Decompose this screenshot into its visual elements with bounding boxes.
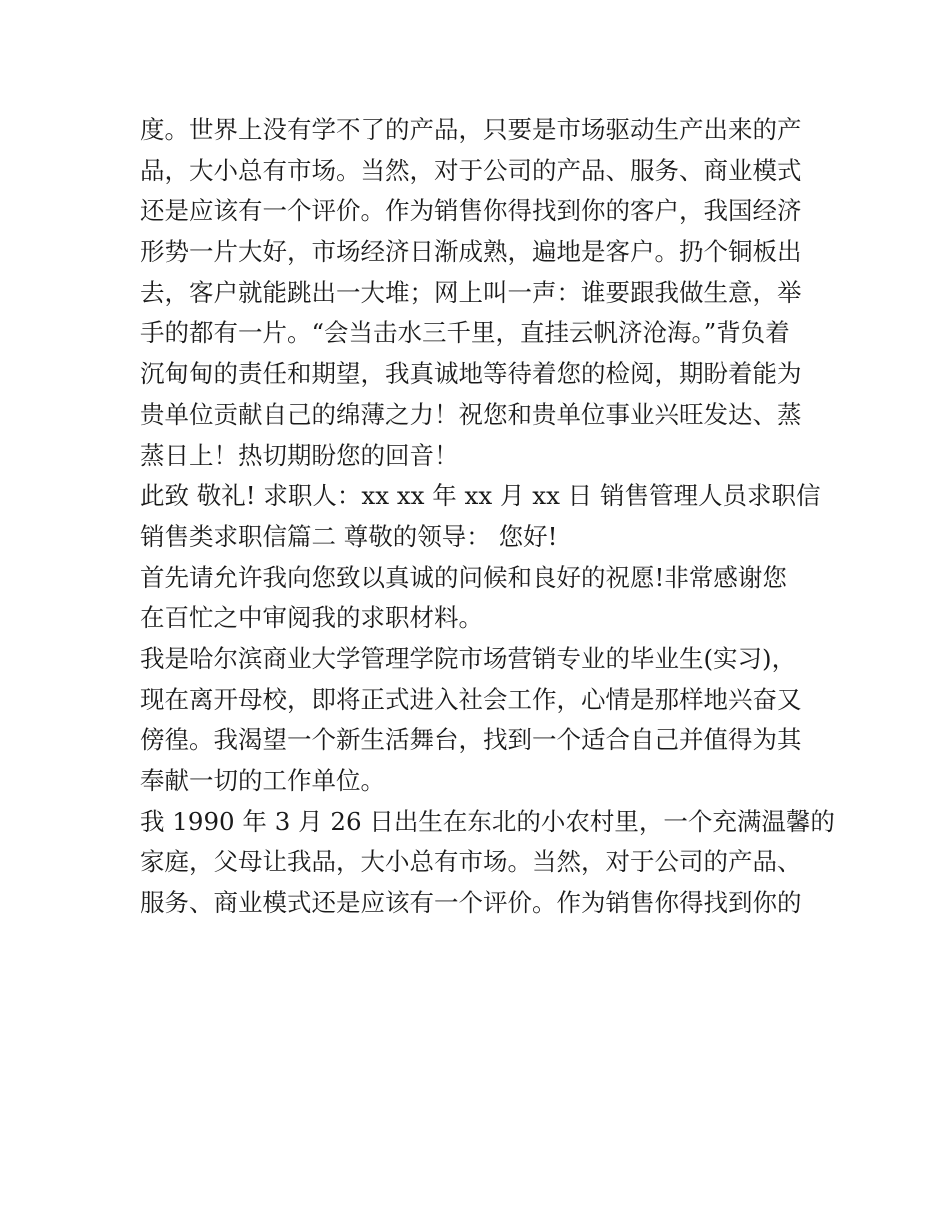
text-line: 沉甸甸的责任和期望，我真诚地等待着您的检阅，期盼着能为 <box>140 359 802 389</box>
text-line: 现在离开母校，即将正式进入社会工作，心情是那样地兴奋又 <box>140 684 802 714</box>
text-line: 在百忙之中审阅我的求职材料。 <box>140 603 483 633</box>
text-line: 此致 敬礼! 求职人：xx xx 年 xx 月 xx 日 销售管理人员求职信 <box>140 481 821 511</box>
text-line: 去，客户就能跳出一大堆；网上叫一声：谁要跟我做生意，举 <box>140 277 802 307</box>
text-line: 我是哈尔滨商业大学管理学院市场营销专业的毕业生(实习)， <box>140 643 797 673</box>
text-line: 还是应该有一个评价。作为销售你得找到你的客户，我国经济 <box>140 196 802 226</box>
document-body <box>140 110 835 924</box>
text-line: 度。世界上没有学不了的产品，只要是市场驱动生产出来的产 <box>140 115 802 144</box>
text-line: 手的都有一片。“会当击水三千里，直挂云帆济沧海。”背负着 <box>140 318 790 348</box>
text-line: 品，大小总有市场。当然，对于公司的产品、服务、商业模式 <box>140 155 802 185</box>
text-line: 家庭，父母让我品，大小总有市场。当然，对于公司的产品、 <box>140 847 802 877</box>
text-line: 服务、商业模式还是应该有一个评价。作为销售你得找到你的 <box>140 888 802 918</box>
text-line: 销售类求职信篇二 尊敬的领导： 您好! <box>140 521 558 551</box>
text-line: 奉献一切的工作单位。 <box>140 766 385 795</box>
text-line: 形势一片大好，市场经济日渐成熟，遍地是客户。扔个铜板出 <box>140 237 802 267</box>
text-line: 贵单位贡献自己的绵薄之力！祝您和贵单位事业兴旺发达、蒸 <box>140 399 802 429</box>
text-line: 蒸日上！热切期盼您的回音！ <box>140 440 459 470</box>
text-line: 我 1990 年 3 月 26 日出生在东北的小农村里，一个充满温馨的 <box>140 806 835 836</box>
text-line: 首先请允许我向您致以真诚的问候和良好的祝愿!非常感谢您 <box>140 562 787 592</box>
text-line: 傍徨。我渴望一个新生活舞台，找到一个适合自己并值得为其 <box>140 725 802 755</box>
